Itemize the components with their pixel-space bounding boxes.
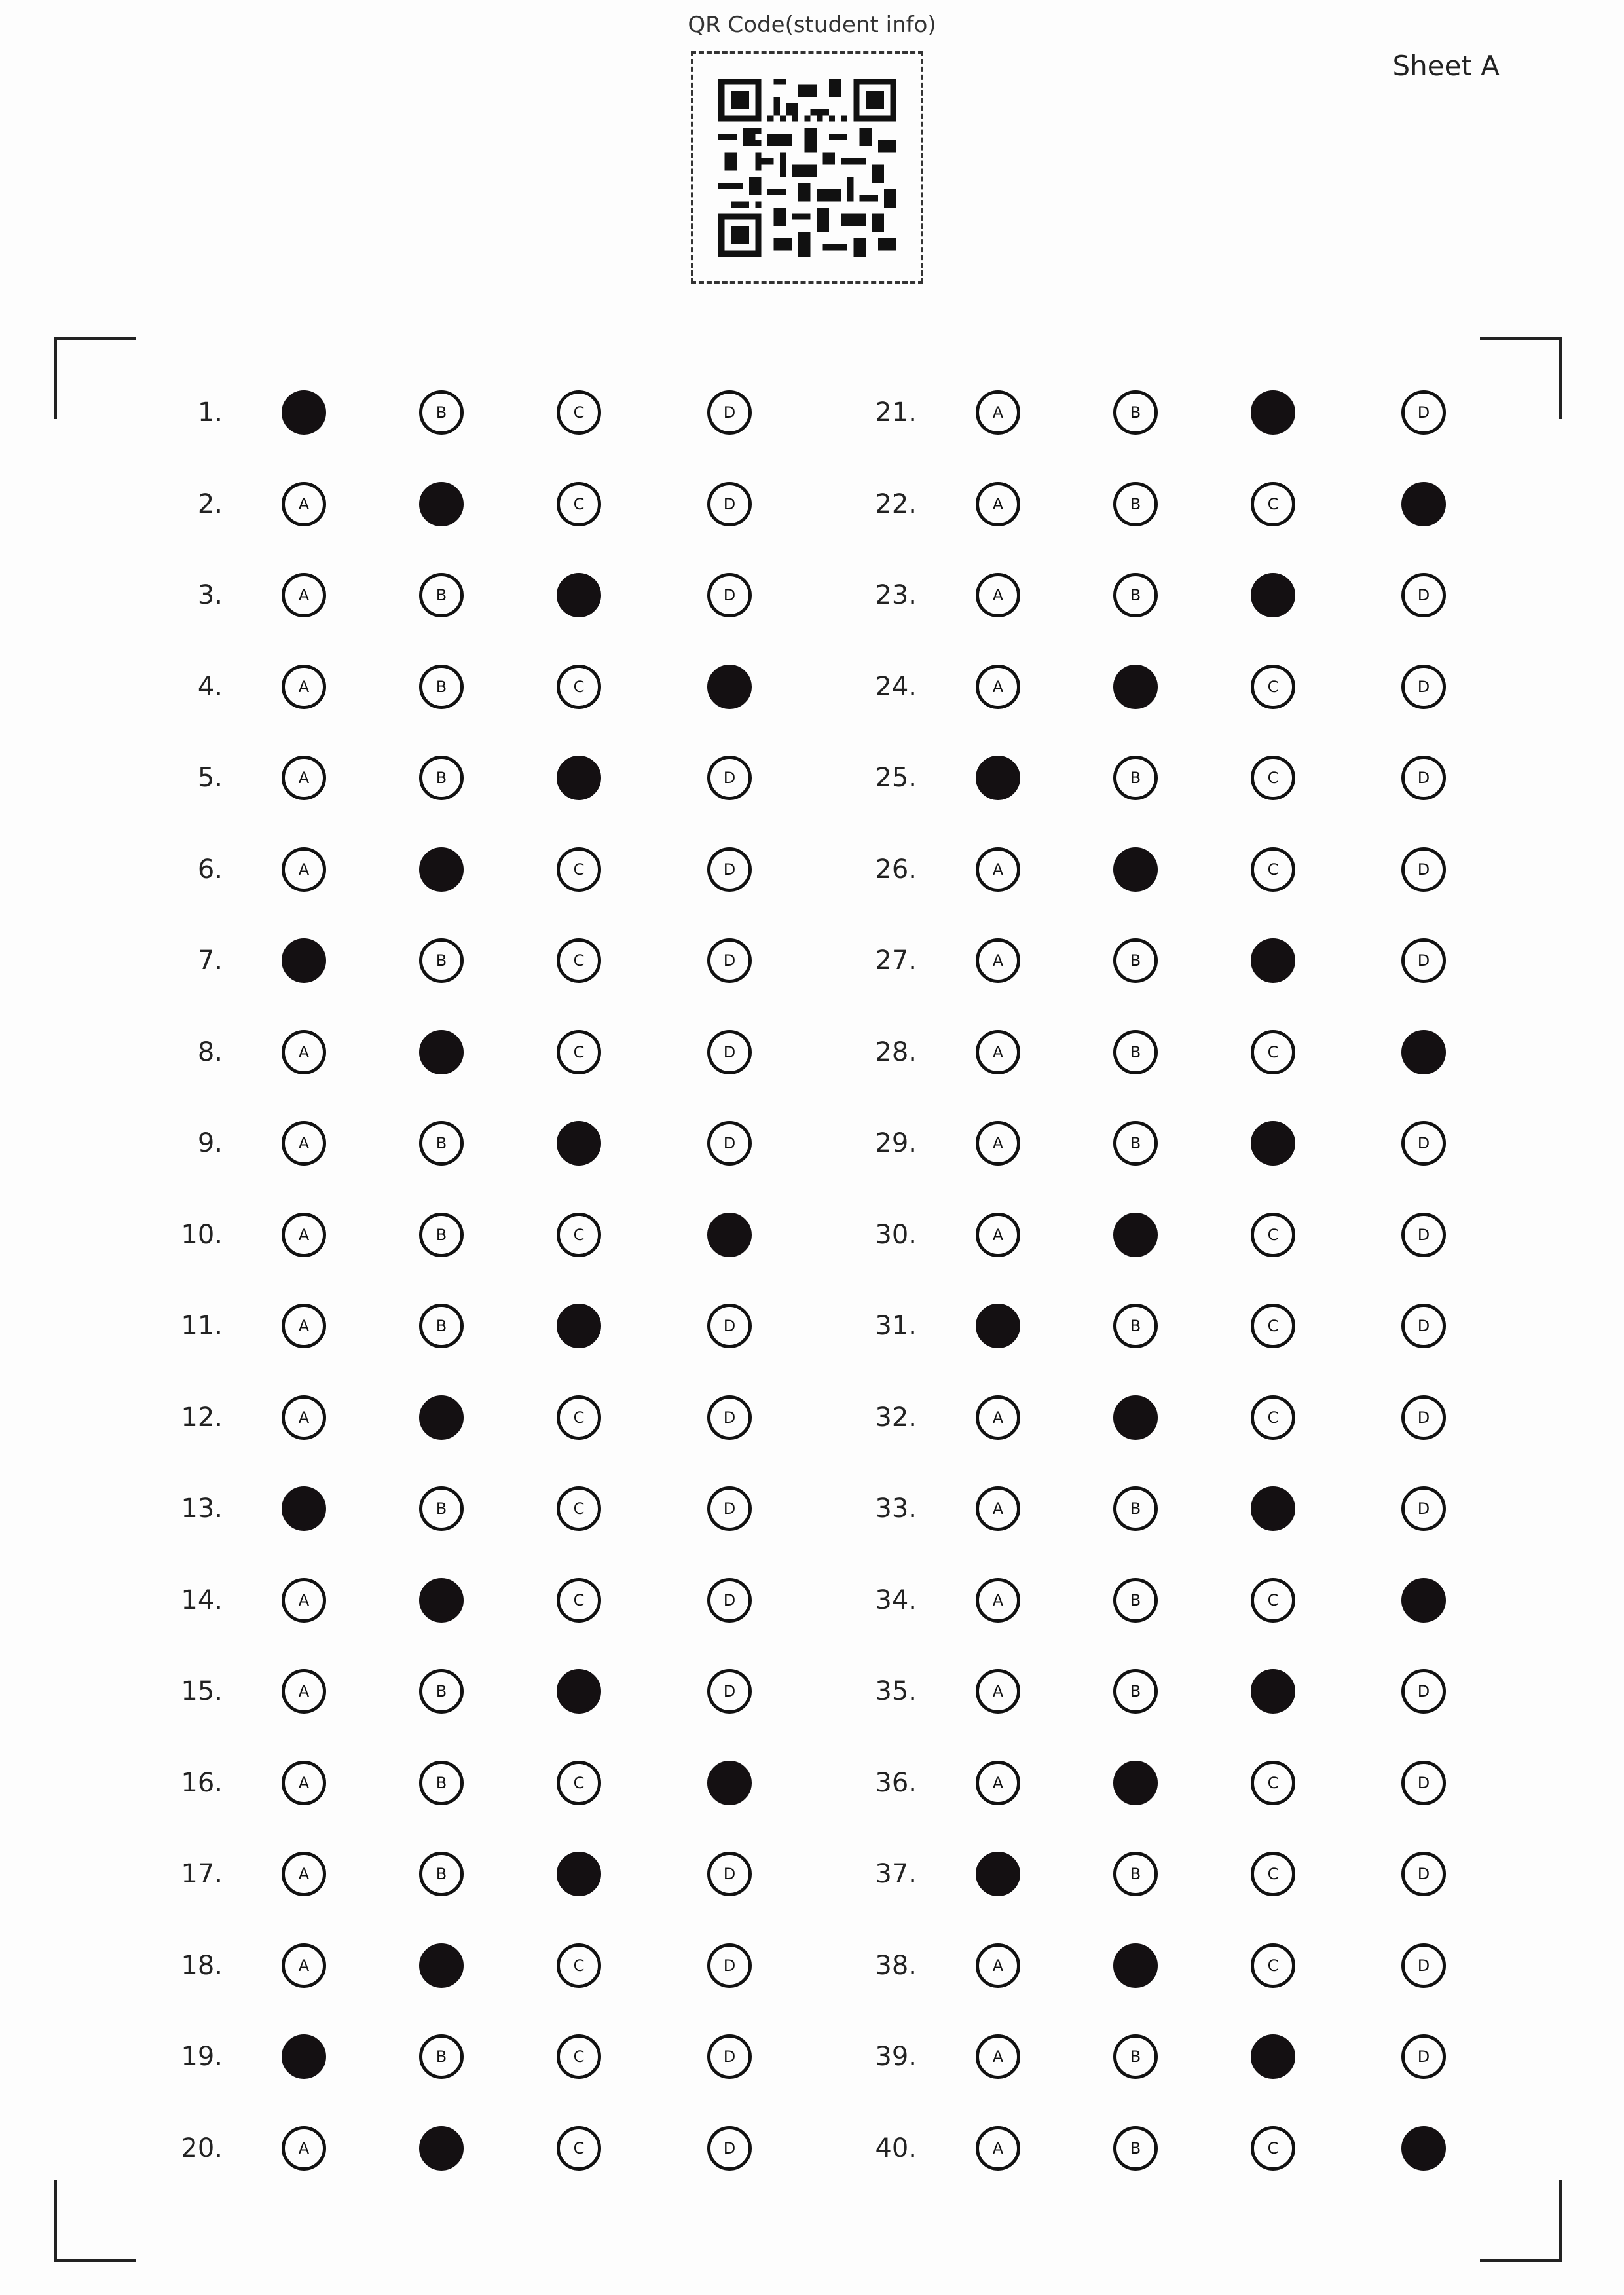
corner-mark-bottom-right: [1480, 2180, 1562, 2262]
bubble-c[interactable]: C: [1251, 1304, 1295, 1348]
bubble-b[interactable]: B: [1113, 1486, 1158, 1531]
question-number: 3.: [197, 580, 223, 610]
bubble-a[interactable]: A: [976, 1213, 1020, 1257]
bubble-c[interactable]: C: [1251, 482, 1295, 526]
bubble-d[interactable]: D: [707, 573, 752, 617]
bubble-d[interactable]: D: [707, 1943, 752, 1988]
bubble-b[interactable]: B: [1113, 2126, 1158, 2171]
question-number: 24.: [875, 671, 917, 702]
bubble-a[interactable]: A: [976, 2034, 1020, 2079]
bubble-a[interactable]: A: [282, 482, 326, 526]
bubble-a-filled[interactable]: [976, 756, 1020, 800]
question-number: 14.: [181, 1585, 223, 1615]
bubble-b[interactable]: B: [1113, 756, 1158, 800]
bubble-c-filled[interactable]: [1251, 2034, 1295, 2079]
question-number: 16.: [181, 1767, 223, 1798]
bubble-b[interactable]: B: [1113, 1852, 1158, 1896]
bubble-c-filled[interactable]: [1251, 1121, 1295, 1166]
bubble-b[interactable]: B: [419, 1486, 464, 1531]
bubble-d[interactable]: D: [1401, 1852, 1446, 1896]
bubble-b[interactable]: B: [1113, 938, 1158, 983]
question-number: 25.: [875, 763, 917, 793]
question-number: 2.: [197, 488, 223, 519]
bubble-c[interactable]: C: [1251, 1395, 1295, 1440]
question-number: 12.: [181, 1402, 223, 1433]
question-number: 31.: [875, 1311, 917, 1341]
bubble-c[interactable]: C: [1251, 2126, 1295, 2171]
bubble-d[interactable]: D: [707, 390, 752, 435]
question-row: [0, 661, 1624, 713]
bubble-b[interactable]: B: [1113, 482, 1158, 526]
bubble-c[interactable]: C: [1251, 756, 1295, 800]
bubble-d[interactable]: D: [1401, 847, 1446, 892]
bubble-b[interactable]: B: [1113, 1669, 1158, 1714]
bubble-b[interactable]: B: [419, 573, 464, 617]
question-number: 7.: [197, 946, 223, 976]
bubble-b[interactable]: B: [419, 1213, 464, 1257]
bubble-a[interactable]: A: [282, 1852, 326, 1896]
bubble-d[interactable]: D: [707, 1030, 752, 1074]
bubble-d[interactable]: D: [707, 1852, 752, 1896]
bubble-d[interactable]: D: [707, 756, 752, 800]
question-number: 40.: [875, 2133, 917, 2163]
bubble-b-filled[interactable]: [1113, 847, 1158, 892]
bubble-d[interactable]: D: [707, 847, 752, 892]
bubble-c[interactable]: C: [1251, 1030, 1295, 1074]
question-number: 18.: [181, 1950, 223, 1981]
question-number: 30.: [875, 1219, 917, 1250]
bubble-c[interactable]: C: [557, 2034, 601, 2079]
bubble-c[interactable]: C: [1251, 1213, 1295, 1257]
bubble-a[interactable]: A: [976, 573, 1020, 617]
bubble-c[interactable]: C: [557, 2126, 601, 2171]
bubble-a[interactable]: A: [976, 1761, 1020, 1805]
bubble-d[interactable]: D: [1401, 2034, 1446, 2079]
bubble-b[interactable]: B: [1113, 1121, 1158, 1166]
question-number: 23.: [875, 580, 917, 610]
question-number: 20.: [181, 2133, 223, 2163]
bubble-c[interactable]: C: [557, 482, 601, 526]
bubble-b[interactable]: B: [419, 938, 464, 983]
bubble-a[interactable]: A: [976, 2126, 1020, 2171]
bubble-d[interactable]: D: [707, 1669, 752, 1714]
question-number: 32.: [875, 1402, 917, 1433]
bubble-c[interactable]: C: [557, 1761, 601, 1805]
bubble-c[interactable]: C: [1251, 1852, 1295, 1896]
bubble-a[interactable]: A: [282, 573, 326, 617]
question-number: 33.: [875, 1494, 917, 1524]
question-row: [0, 1574, 1624, 1626]
bubble-d[interactable]: D: [1401, 1121, 1446, 1166]
bubble-d-filled[interactable]: [1401, 1030, 1446, 1074]
question-row: [0, 1117, 1624, 1169]
bubble-c[interactable]: C: [557, 1578, 601, 1623]
bubble-a[interactable]: A: [282, 1761, 326, 1805]
bubble-c[interactable]: C: [557, 665, 601, 709]
bubble-a[interactable]: A: [976, 1669, 1020, 1714]
bubble-d[interactable]: D: [707, 2034, 752, 2079]
bubble-a[interactable]: A: [282, 1213, 326, 1257]
bubble-c[interactable]: C: [1251, 665, 1295, 709]
bubble-d[interactable]: D: [1401, 573, 1446, 617]
bubble-a[interactable]: A: [282, 847, 326, 892]
bubble-c[interactable]: C: [1251, 847, 1295, 892]
bubble-a[interactable]: A: [976, 482, 1020, 526]
bubble-d[interactable]: D: [1401, 1943, 1446, 1988]
question-row: [0, 752, 1624, 804]
question-number: 8.: [197, 1037, 223, 1067]
question-number: 9.: [197, 1128, 223, 1158]
bubble-d[interactable]: D: [1401, 1213, 1446, 1257]
question-number: 15.: [181, 1676, 223, 1706]
question-number: 21.: [875, 397, 917, 428]
bubble-a[interactable]: A: [282, 756, 326, 800]
bubble-a-filled[interactable]: [976, 1304, 1020, 1348]
bubble-b-filled[interactable]: [1113, 1943, 1158, 1988]
bubble-d-filled[interactable]: [1401, 1578, 1446, 1623]
bubble-a[interactable]: A: [976, 665, 1020, 709]
bubble-b-filled[interactable]: [1113, 1395, 1158, 1440]
bubble-a[interactable]: A: [282, 1395, 326, 1440]
question-row: [0, 1757, 1624, 1809]
bubble-c[interactable]: C: [557, 1486, 601, 1531]
bubble-c-filled[interactable]: [1251, 1669, 1295, 1714]
bubble-b[interactable]: B: [1113, 1030, 1158, 1074]
bubble-d[interactable]: D: [1401, 1395, 1446, 1440]
sheet-label: Sheet A: [1392, 50, 1500, 82]
question-row: [0, 1300, 1624, 1352]
bubble-b[interactable]: B: [1113, 390, 1158, 435]
bubble-b[interactable]: B: [419, 1304, 464, 1348]
bubble-b[interactable]: B: [419, 1761, 464, 1805]
bubble-c[interactable]: C: [557, 1213, 601, 1257]
bubble-d[interactable]: D: [707, 1395, 752, 1440]
bubble-b-filled[interactable]: [1113, 1761, 1158, 1805]
bubble-a[interactable]: A: [976, 938, 1020, 983]
bubble-c-filled[interactable]: [1251, 573, 1295, 617]
question-row: [0, 1848, 1624, 1900]
bubble-a[interactable]: A: [282, 1669, 326, 1714]
bubble-a[interactable]: A: [976, 1395, 1020, 1440]
qr-code-box: [691, 51, 923, 284]
question-number: 13.: [181, 1494, 223, 1524]
bubble-c[interactable]: C: [557, 938, 601, 983]
question-number: 11.: [181, 1311, 223, 1341]
bubble-a[interactable]: A: [976, 1121, 1020, 1166]
question-number: 26.: [875, 854, 917, 885]
bubble-d-filled[interactable]: [1401, 2126, 1446, 2171]
bubble-d[interactable]: D: [707, 2126, 752, 2171]
question-number: 36.: [875, 1767, 917, 1798]
bubble-b[interactable]: B: [419, 665, 464, 709]
bubble-a[interactable]: A: [976, 847, 1020, 892]
bubble-b[interactable]: B: [1113, 573, 1158, 617]
question-number: 4.: [197, 671, 223, 702]
bubble-b-filled[interactable]: [1113, 1213, 1158, 1257]
bubble-c[interactable]: C: [557, 390, 601, 435]
question-row: [0, 569, 1624, 621]
bubble-c-filled[interactable]: [1251, 938, 1295, 983]
bubble-a[interactable]: A: [282, 1030, 326, 1074]
qr-code-icon: [718, 79, 896, 257]
question-number: 37.: [875, 1859, 917, 1889]
question-number: 27.: [875, 946, 917, 976]
bubble-b[interactable]: B: [419, 1669, 464, 1714]
bubble-a[interactable]: A: [976, 1030, 1020, 1074]
bubble-b[interactable]: B: [419, 390, 464, 435]
question-number: 39.: [875, 2042, 917, 2072]
question-number: 6.: [197, 854, 223, 885]
question-row: [0, 2030, 1624, 2083]
question-row: [0, 1026, 1624, 1078]
question-number: 35.: [875, 1676, 917, 1706]
bubble-a[interactable]: A: [976, 390, 1020, 435]
bubble-d[interactable]: D: [1401, 665, 1446, 709]
bubble-d[interactable]: D: [707, 1578, 752, 1623]
bubble-a[interactable]: A: [282, 1943, 326, 1988]
bubble-d[interactable]: D: [1401, 1486, 1446, 1531]
bubble-b[interactable]: B: [1113, 2034, 1158, 2079]
bubble-b[interactable]: B: [419, 1852, 464, 1896]
bubble-c-filled[interactable]: [1251, 1486, 1295, 1531]
question-row: [0, 1391, 1624, 1444]
bubble-a[interactable]: A: [976, 1486, 1020, 1531]
bubble-b[interactable]: B: [419, 756, 464, 800]
question-number: 1.: [197, 397, 223, 428]
bubble-d[interactable]: D: [707, 1304, 752, 1348]
bubble-a[interactable]: A: [282, 665, 326, 709]
bubble-a-filled[interactable]: [976, 1852, 1020, 1896]
question-number: 28.: [875, 1037, 917, 1067]
bubble-d[interactable]: D: [1401, 1304, 1446, 1348]
question-number: 22.: [875, 488, 917, 519]
question-number: 17.: [181, 1859, 223, 1889]
bubble-d[interactable]: D: [707, 1121, 752, 1166]
bubble-d[interactable]: D: [1401, 756, 1446, 800]
corner-mark-bottom-left: [54, 2180, 136, 2262]
bubble-c[interactable]: C: [1251, 1578, 1295, 1623]
bubble-a[interactable]: A: [976, 1943, 1020, 1988]
bubble-c[interactable]: C: [1251, 1761, 1295, 1805]
question-number: 38.: [875, 1950, 917, 1981]
bubble-b[interactable]: B: [1113, 1578, 1158, 1623]
bubble-b[interactable]: B: [1113, 1304, 1158, 1348]
bubble-c[interactable]: C: [557, 1943, 601, 1988]
bubble-a[interactable]: A: [282, 1121, 326, 1166]
question-number: 5.: [197, 763, 223, 793]
question-number: 10.: [181, 1219, 223, 1250]
question-number: 34.: [875, 1585, 917, 1615]
bubble-c[interactable]: C: [1251, 1943, 1295, 1988]
bubble-a[interactable]: A: [282, 1304, 326, 1348]
question-row: [0, 1209, 1624, 1261]
bubble-d[interactable]: D: [707, 938, 752, 983]
bubble-d[interactable]: D: [1401, 1669, 1446, 1714]
bubble-b[interactable]: B: [419, 1121, 464, 1166]
bubble-a[interactable]: A: [282, 2126, 326, 2171]
bubble-d-filled[interactable]: [1401, 482, 1446, 526]
bubble-b[interactable]: B: [419, 2034, 464, 2079]
bubble-d[interactable]: D: [1401, 390, 1446, 435]
bubble-d[interactable]: D: [1401, 938, 1446, 983]
question-row: [0, 1939, 1624, 1992]
bubble-b-filled[interactable]: [1113, 665, 1158, 709]
question-row: [0, 386, 1624, 439]
question-row: [0, 843, 1624, 896]
bubble-d[interactable]: D: [1401, 1761, 1446, 1805]
bubble-c[interactable]: C: [557, 1030, 601, 1074]
question-row: [0, 1482, 1624, 1535]
bubble-c[interactable]: C: [557, 1395, 601, 1440]
qr-code-label: QR Code(student info): [688, 12, 936, 38]
bubble-a[interactable]: A: [282, 1578, 326, 1623]
question-row: [0, 934, 1624, 987]
question-number: 19.: [181, 2042, 223, 2072]
bubble-c-filled[interactable]: [1251, 390, 1295, 435]
bubble-d[interactable]: D: [707, 1486, 752, 1531]
bubble-d[interactable]: D: [707, 482, 752, 526]
bubble-c[interactable]: C: [557, 847, 601, 892]
question-number: 29.: [875, 1128, 917, 1158]
question-row: [0, 1665, 1624, 1717]
question-row: [0, 478, 1624, 530]
question-row: [0, 2122, 1624, 2175]
bubble-a[interactable]: A: [976, 1578, 1020, 1623]
